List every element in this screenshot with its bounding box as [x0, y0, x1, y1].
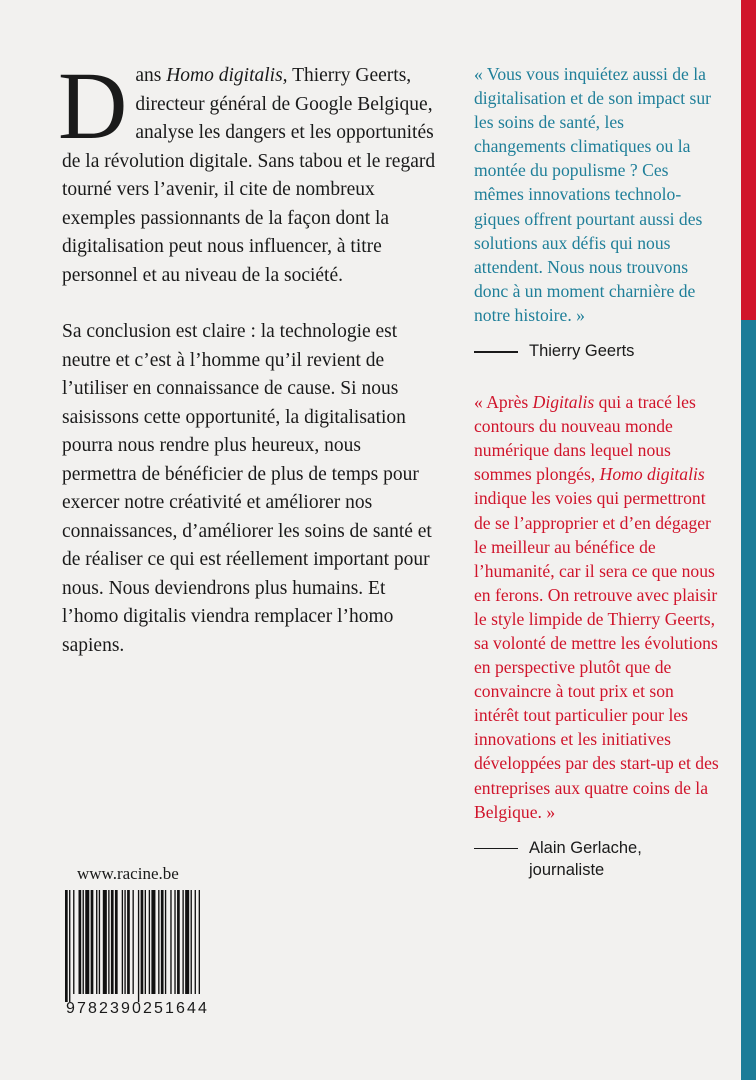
- barcode-bar: [138, 890, 139, 1002]
- barcode-bar: [122, 890, 123, 994]
- barcode-bar: [191, 890, 192, 994]
- barcode-bar: [85, 890, 89, 994]
- barcode-bar: [174, 890, 175, 994]
- isbn-number: 9782390251644: [66, 1000, 209, 1017]
- barcode-bar: [151, 890, 155, 994]
- author-attribution: Thierry Geerts: [474, 340, 719, 362]
- spine-blue-stripe: [741, 320, 756, 1080]
- quotes-column: [474, 62, 719, 881]
- barcode-bar: [185, 890, 189, 994]
- barcode-bar: [165, 890, 166, 994]
- reviewer-attribution: Alain Gerlache, journaliste: [474, 837, 719, 881]
- barcode-bar: [195, 890, 196, 994]
- spine-red-stripe: [741, 0, 756, 320]
- barcode-bar: [99, 890, 100, 994]
- barcode-bar: [133, 890, 134, 994]
- barcode-bar: [111, 890, 114, 994]
- barcode-bar: [127, 890, 130, 994]
- barcode-bar: [91, 890, 94, 994]
- barcode-bar: [108, 890, 109, 994]
- barcode-bar: [115, 890, 118, 994]
- blurb-column: [58, 52, 440, 660]
- barcode-bar: [124, 890, 125, 994]
- review-quote: « Après Digitalis qui a tracé les contours du nouveau monde numérique dans lequel nous sommes plongés, Homo digitalis indique les voies qui permettront de se l’approprier et d’en dégager le meilleur au bénéfice de l’humanité, car il sera ce que nous en ferons. On retrouve avec plaisir le style limpide de Thierry Geerts, sa volonté de mettre les évolutions en perspective plutôt que de convaincre à tout prix et son intérêt tout particulier pour les innovations et les initiatives développées par des start-up et des entreprises aux quatre coins de la Belgique. »: [474, 392, 719, 822]
- barcode-bar: [83, 890, 84, 994]
- barcode-bar: [199, 890, 200, 994]
- barcode-bar: [73, 890, 74, 994]
- barcode-bar: [170, 890, 171, 994]
- blurb-paragraph-1: Dans Homo digitalis, Thierry Geerts, directeur général de Google Belgique, analyse les dangers et les opportunités de la révolution digitale. Sans tabou et le regard tourné vers l’avenir, il cite de nombreux exemples passionnants de la façon dont la digitalisation peut nous influencer, à titre personnel et au niveau de la société.: [58, 52, 436, 286]
- barcode-bar: [182, 890, 183, 994]
- barcode-bar: [158, 890, 159, 994]
- barcode-bar: [96, 890, 97, 994]
- barcode-bar: [69, 890, 70, 1002]
- barcode-bar: [103, 890, 107, 994]
- barcode-bar: [65, 890, 68, 1002]
- em-dash-rule: [474, 848, 518, 850]
- publisher-url: www.racine.be: [77, 864, 179, 883]
- book-title: Homo digitalis,: [166, 65, 288, 86]
- em-dash-rule: [474, 351, 518, 353]
- barcode-bar: [177, 890, 180, 994]
- barcode-bar: [145, 890, 146, 994]
- author-quote: « Vous vous inquiétez aussi de la digitalisation et de son impact sur les soins de santé, les changements climatiques ou la montée du populisme ? Ces mêmes innovations technologiques offrent pourtant aussi des solutions aux défis qui nous attendent. Nous nous trouvons donc à un moment charnière de notre histoire. »: [474, 64, 711, 325]
- barcode-bar: [161, 890, 164, 994]
- barcode-bar: [149, 890, 150, 994]
- barcode-bar: [79, 890, 82, 994]
- isbn-barcode: [63, 890, 203, 1002]
- blurb-paragraph-2: Sa conclusion est claire : la technologie est neutre et c’est à l’homme qu’il revient de l’utiliser en connaissance de cause. Si nous saisissons cette opportunité, la digitalisation pourra nous rendre plus heureux, nous permettra de bénéficier de plus de temps pour exercer notre créativité et améliorer nos connaissances, d’améliorer les soins de santé et de réaliser ce qui est réellement important pour nous. Nous deviendrons plus humains. Et l’homo digitalis viendra remplacer l’homo sapiens.: [62, 321, 432, 656]
- drop-cap: D: [58, 52, 128, 159]
- barcode-bar: [141, 890, 144, 994]
